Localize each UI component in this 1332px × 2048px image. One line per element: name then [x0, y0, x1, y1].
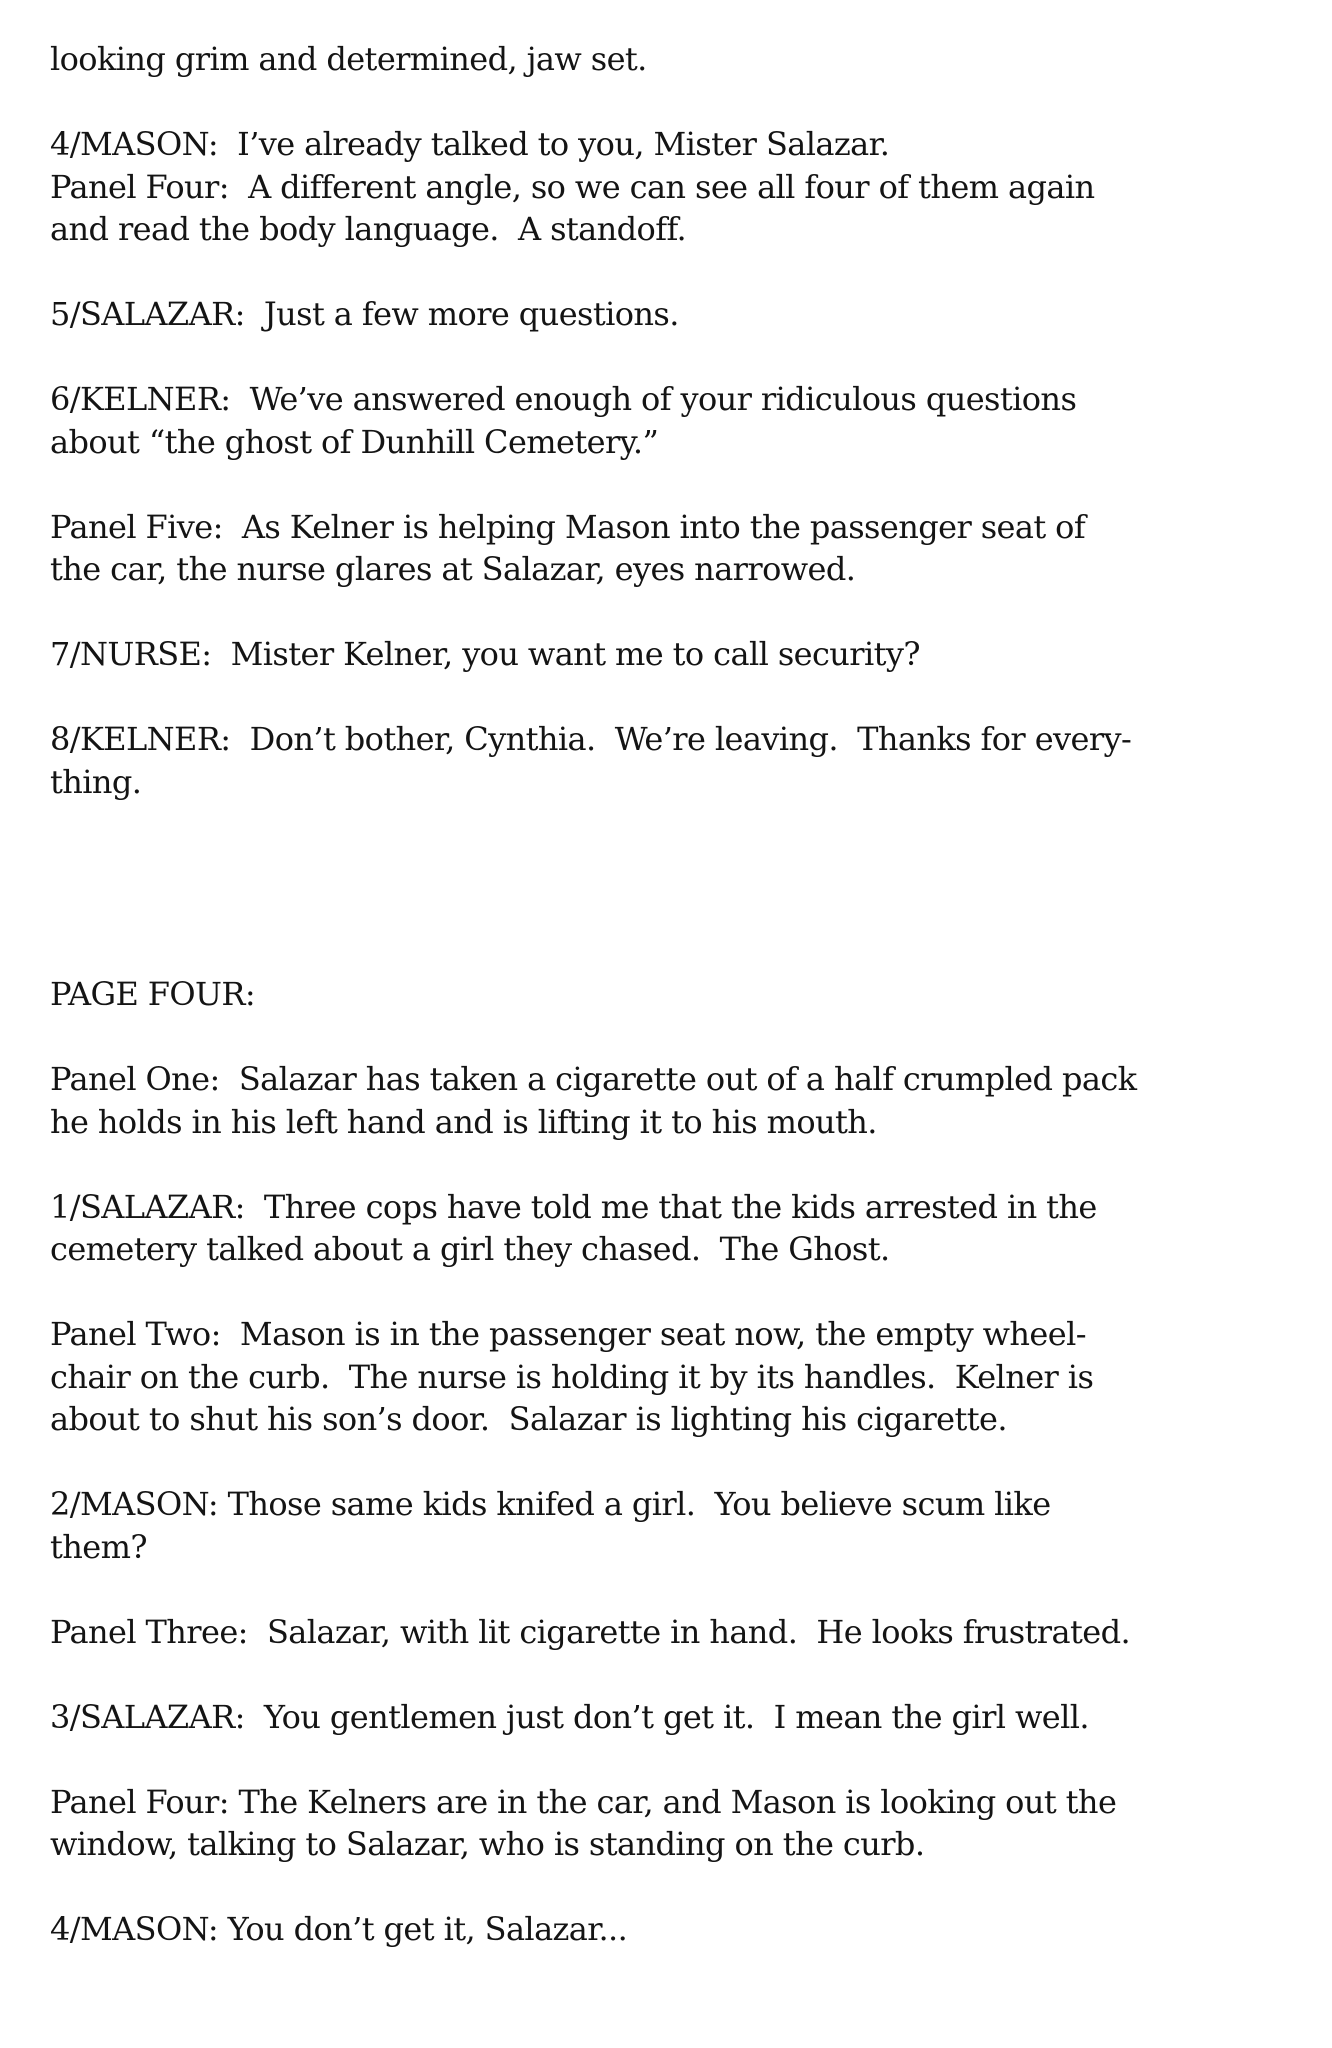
dialogue-line: 5/SALAZAR: Just a few more questions. [50, 295, 679, 333]
dialogue-line: 4/MASON: I’ve already talked to you, Mister Salazar. [50, 125, 890, 163]
dialogue-line: 8/KELNER: Don’t bother, Cynthia. We’re leaving. Thanks for every- [50, 720, 1132, 758]
blank-line [50, 81, 1250, 124]
panel-description-line: Panel Four: The Kelners are in the car, and Mason is looking out the [50, 1782, 1117, 1821]
panel-description-line: window, talking to Salazar, who is standing on the curb. [50, 1825, 925, 1863]
dialogue-line: about “the ghost of Dunhill Cemetery.” [50, 422, 659, 461]
blank-line [50, 336, 1250, 379]
panel-description-line: he holds in his left hand and is lifting it to his mouth. [50, 1102, 877, 1141]
panel-description-line: Panel Two: Mason is in the passenger seat now, the empty wheel- [50, 1315, 1086, 1353]
dialogue-line: cemetery talked about a girl they chased. The Ghost. [50, 1230, 890, 1268]
blank-line [50, 1441, 1250, 1484]
text-line: looking grim and determined, jaw set. [50, 40, 647, 78]
panel-description-line: Panel Four: A different angle, so we can see all four of them again [50, 167, 1095, 206]
blank-line [50, 1271, 1250, 1314]
panel-description-line: Panel One: Salazar has taken a cigarette out of a half crumpled pack [50, 1060, 1137, 1098]
dialogue-line: 2/MASON: Those same kids knifed a girl. You believe scum like [50, 1485, 1051, 1523]
blank-line [50, 591, 1250, 634]
dialogue-line: thing. [50, 762, 142, 801]
blank-line [50, 1568, 1250, 1611]
blank-line [50, 1143, 1250, 1186]
panel-description-line: about to shut his son’s door. Salazar is lighting his cigarette. [50, 1400, 1007, 1438]
panel-description-line: chair on the curb. The nurse is holding it by its handles. Kelner is [50, 1357, 1094, 1396]
panel-description-line: Panel Five: As Kelner is helping Mason into the passenger seat of [50, 507, 1086, 546]
script-page [50, 38, 1250, 1951]
panel-description-line: Panel Three: Salazar, with lit cigarette in hand. He looks frustrated. [50, 1612, 1131, 1651]
dialogue-line: them? [50, 1527, 147, 1566]
blank-line [50, 463, 1250, 506]
dialogue-line: 4/MASON: You don’t get it, Salazar... [50, 1910, 628, 1948]
panel-description-line: the car, the nurse glares at Salazar, eyes narrowed. [50, 550, 856, 588]
blank-line [50, 1016, 1250, 1059]
panel-description-line: and read the body language. A standoff. [50, 210, 687, 248]
blank-line [50, 676, 1250, 719]
blank-line [50, 1653, 1250, 1696]
blank-line [50, 251, 1250, 294]
blank-line [50, 1738, 1250, 1781]
page-break-space [50, 803, 1250, 973]
page-heading: PAGE FOUR: [50, 975, 256, 1013]
dialogue-line: 7/NURSE: Mister Kelner, you want me to call security? [50, 635, 920, 673]
dialogue-line: 3/SALAZAR: You gentlemen just don’t get it. I mean the girl well. [50, 1697, 1089, 1736]
dialogue-line: 6/KELNER: We’ve answered enough of your ridiculous questions [50, 380, 1077, 418]
blank-line [50, 1866, 1250, 1909]
dialogue-line: 1/SALAZAR: Three cops have told me that the kids arrested in the [50, 1187, 1097, 1226]
